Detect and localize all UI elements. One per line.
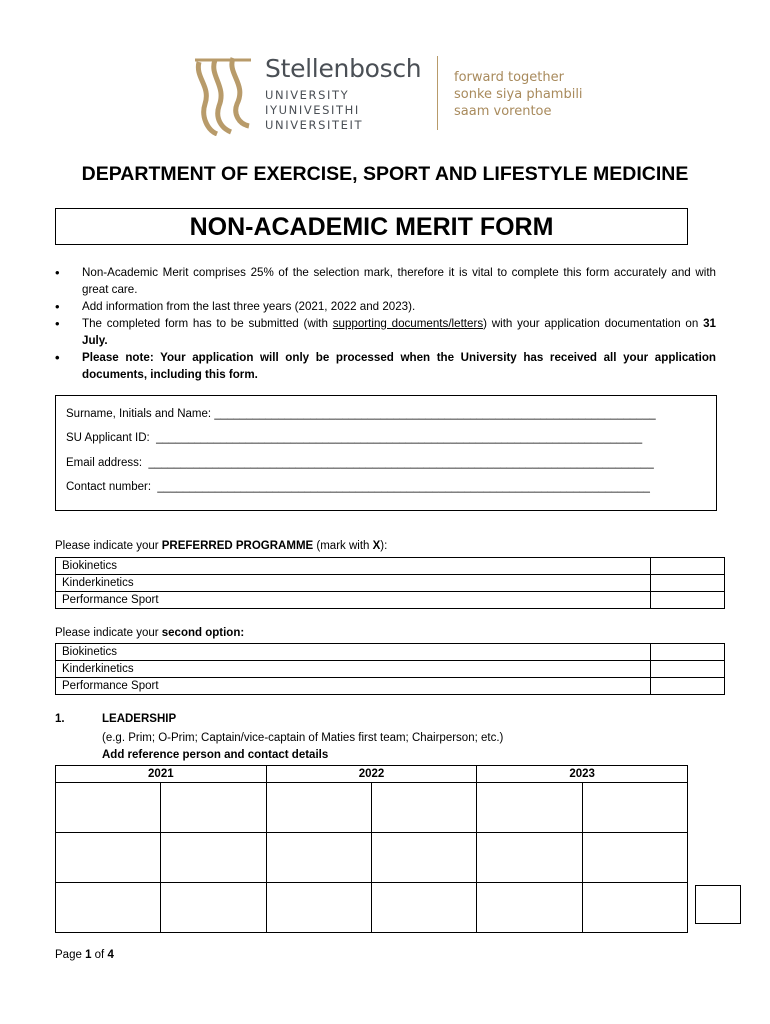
- logo-tagline-english: forward together: [454, 70, 564, 85]
- contact-number-field[interactable]: Contact number: _____________________________________________________________________________: [66, 481, 650, 493]
- logo-tagline-afrikaans: saam vorentoe: [454, 104, 552, 119]
- option-label: Biokinetics: [56, 644, 651, 661]
- logo-line-university: UNIVERSITY: [265, 88, 350, 102]
- mark-cell-biokinetics[interactable]: [651, 558, 725, 575]
- mark-cell-kinderkinetics[interactable]: [651, 661, 725, 678]
- entry-cell[interactable]: [266, 883, 371, 933]
- section-reference-note: Add reference person and contact details: [102, 749, 329, 761]
- table-row: [56, 661, 725, 678]
- section-number: 1.: [55, 713, 65, 725]
- option-label: Performance Sport: [56, 678, 651, 695]
- logo-line-iyunivesithi: IYUNIVESITHI: [265, 103, 360, 117]
- reference-cell[interactable]: [161, 833, 266, 883]
- reference-cell[interactable]: [582, 883, 687, 933]
- instruction-item-note: • Please note: Your application will only be processed when the University has received all your application documents, including this form.: [55, 349, 716, 383]
- reference-cell[interactable]: [371, 833, 476, 883]
- stellenbosch-emblem-icon: [193, 56, 253, 136]
- year-header: 2022: [266, 766, 477, 783]
- mark-cell-biokinetics[interactable]: [651, 644, 725, 661]
- deadline-date: 31 July.: [82, 317, 716, 347]
- table-row: [56, 558, 725, 575]
- department-heading: DEPARTMENT OF EXERCISE, SPORT AND LIFESTYLE MEDICINE: [81, 163, 689, 185]
- reference-cell[interactable]: [582, 783, 687, 833]
- entry-cell[interactable]: [56, 833, 161, 883]
- logo-tagline-xhosa: sonke siya phambili: [454, 87, 583, 102]
- mark-cell-performance-sport[interactable]: [651, 678, 725, 695]
- section-example: (e.g. Prim; O-Prim; Captain/vice-captain of Maties first team; Chairperson; etc.): [102, 732, 504, 744]
- table-row: [56, 783, 688, 833]
- mark-cell-kinderkinetics[interactable]: [651, 575, 725, 592]
- second-option-label: Please indicate your second option:: [55, 627, 245, 639]
- entry-cell[interactable]: [266, 833, 371, 883]
- mark-cell-performance-sport[interactable]: [651, 592, 725, 609]
- table-row: [56, 644, 725, 661]
- entry-cell[interactable]: [477, 833, 582, 883]
- entry-cell[interactable]: [56, 783, 161, 833]
- reference-cell[interactable]: [371, 783, 476, 833]
- table-row: [56, 883, 688, 933]
- table-row: [56, 575, 725, 592]
- table-row: [56, 678, 725, 695]
- preferred-programme-table: [55, 557, 725, 609]
- applicant-id-field[interactable]: SU Applicant ID: ____________________________________________________________________________: [66, 432, 643, 444]
- reference-cell[interactable]: [582, 833, 687, 883]
- year-header: 2021: [56, 766, 267, 783]
- table-header-row: [56, 766, 688, 783]
- entry-cell[interactable]: [266, 783, 371, 833]
- reference-cell[interactable]: [161, 883, 266, 933]
- entry-cell[interactable]: [477, 783, 582, 833]
- instruction-item: • Non-Academic Merit comprises 25% of the selection mark, therefore it is vital to complete this form accurately and with great care.: [55, 264, 716, 298]
- name-field[interactable]: Surname, Initials and Name: _____________________________________________________________________: [66, 408, 656, 420]
- instruction-item: • Add information from the last three years (2021, 2022 and 2023).: [55, 298, 716, 315]
- table-row: [56, 833, 688, 883]
- table-row: [56, 592, 725, 609]
- form-title: NON-ACADEMIC MERIT FORM: [55, 208, 688, 245]
- second-option-table: [55, 643, 725, 695]
- entry-cell[interactable]: [477, 883, 582, 933]
- logo-name: Stellenbosch: [265, 54, 422, 83]
- option-label: Kinderkinetics: [56, 661, 651, 678]
- university-logo: [193, 52, 593, 136]
- page-number: Page 1 of 4: [55, 949, 114, 961]
- score-box[interactable]: [695, 885, 741, 924]
- year-header: 2023: [477, 766, 688, 783]
- preferred-programme-label: Please indicate your PREFERRED PROGRAMME (mark with X):: [55, 540, 388, 552]
- email-field[interactable]: Email address: _______________________________________________________________________________: [66, 457, 654, 469]
- option-label: Kinderkinetics: [56, 575, 651, 592]
- entry-cell[interactable]: [56, 883, 161, 933]
- instruction-list: [55, 264, 716, 383]
- instruction-item: • The completed form has to be submitted (with supporting documents/letters) with your application documentation on 31 July.: [55, 315, 716, 349]
- logo-divider: [437, 56, 438, 130]
- section-heading: LEADERSHIP: [102, 713, 177, 725]
- logo-line-universiteit: UNIVERSITEIT: [265, 118, 364, 132]
- leadership-table: [55, 765, 688, 933]
- supporting-documents-link: supporting documents/letters: [332, 317, 484, 330]
- option-label: Performance Sport: [56, 592, 651, 609]
- reference-cell[interactable]: [161, 783, 266, 833]
- applicant-details-box: [55, 395, 717, 511]
- option-label: Biokinetics: [56, 558, 651, 575]
- reference-cell[interactable]: [371, 883, 476, 933]
